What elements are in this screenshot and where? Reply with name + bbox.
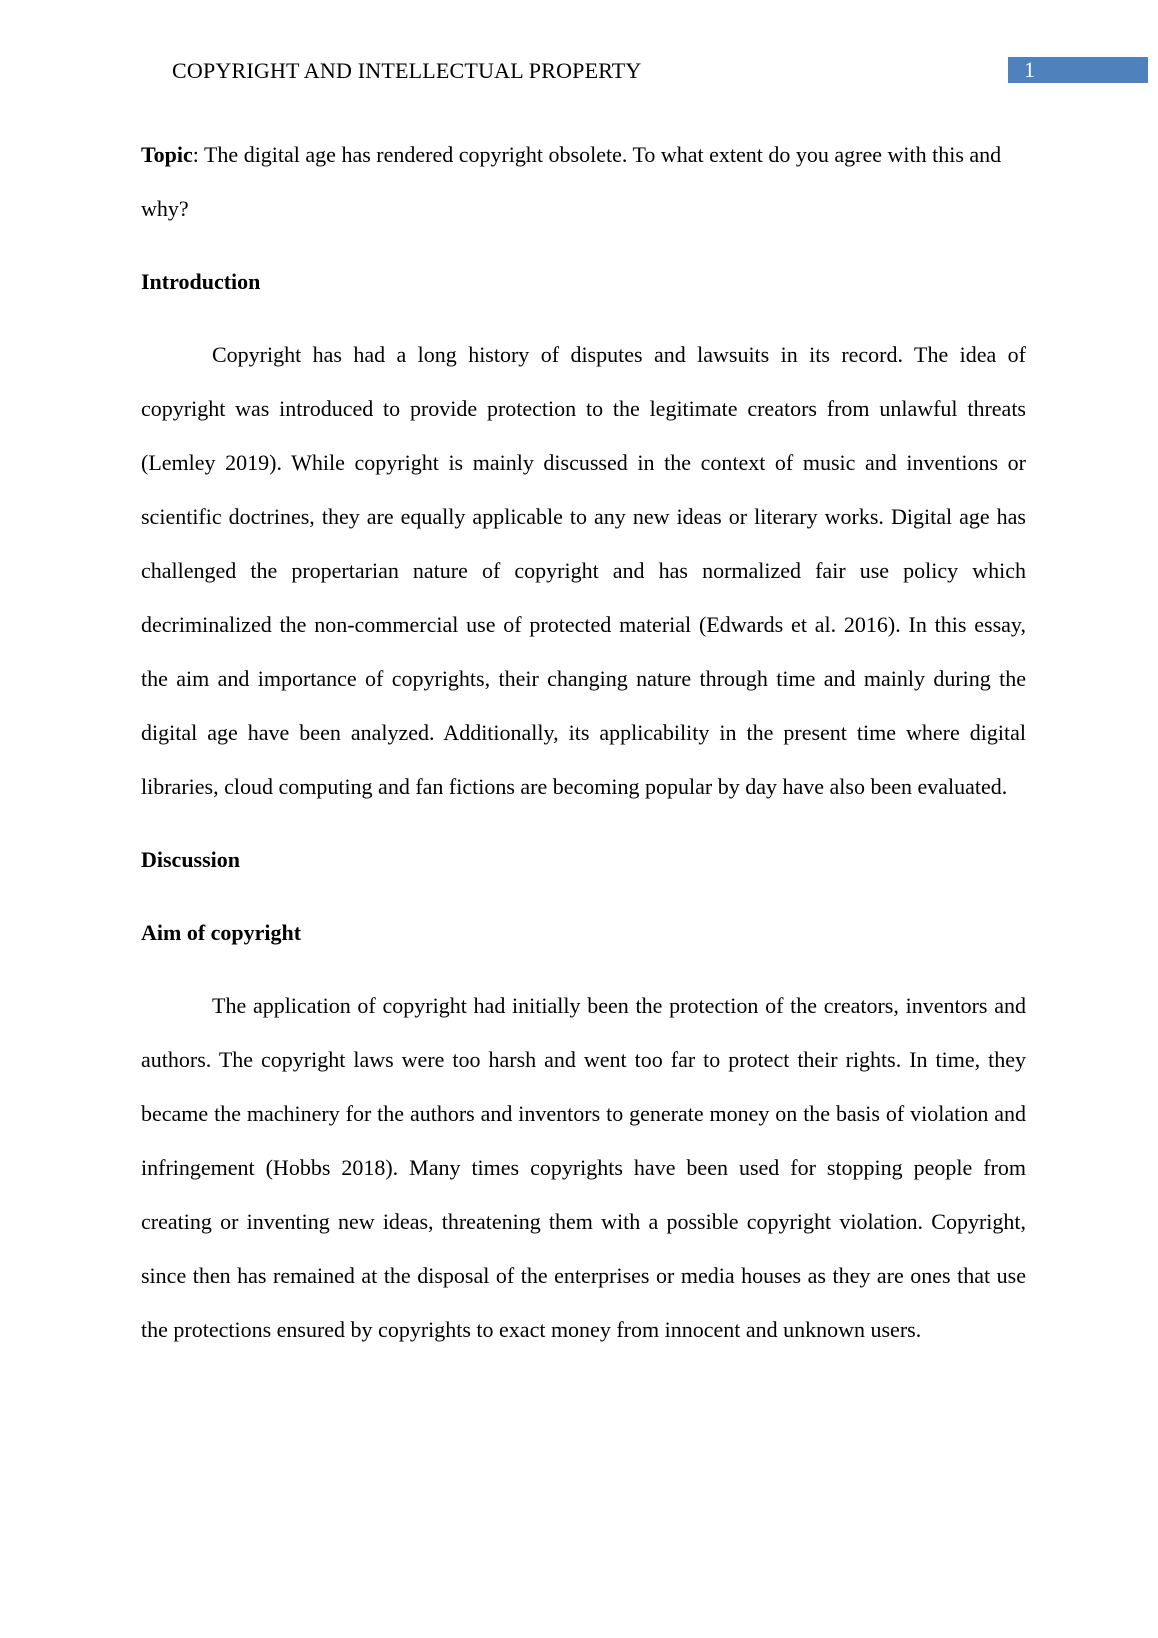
aim-paragraph: The application of copyright had initially been the protection of the creators, inventors and authors. The copyright laws were too harsh and went too far to protect their rights. In time, they became the machinery for the authors and inventors to generate money on the basis of violation and infringement (Hobbs 2018). Many times copyrights have been used for stopping people from creating or inventing new ideas, threatening them with a possible copyright violation. Copyright, since then has remained at the disposal of the enterprises or media houses as they are ones that use the protections ensured by copyrights to exact money from innocent and unknown users. xyxy=(141,993,1026,1342)
running-head: COPYRIGHT AND INTELLECTUAL PROPERTY xyxy=(172,58,642,83)
topic-text: : The digital age has rendered copyright obsolete. To what extent do you agree with this and why? xyxy=(141,142,1002,221)
document-body xyxy=(141,128,1026,1376)
topic-line xyxy=(141,128,1026,236)
page-number: 1 xyxy=(1008,57,1148,83)
aim-of-copyright-heading: Aim of copyright xyxy=(141,920,302,945)
introduction-paragraph: Copyright has had a long history of disputes and lawsuits in its record. The idea of copyright was introduced to provide protection to the legitimate creators from unlawful threats (Lemley 2019). While copyright is mainly discussed in the context of music and inventions or scientific doctrines, they are equally applicable to any new ideas or literary works. Digital age has challenged the propertarian nature of copyright and has normalized fair use policy which decriminalized the non-commercial use of protected material (Edwards et al. 2016). In this essay, the aim and importance of copyrights, their changing nature through time and mainly during the digital age have been analyzed. Additionally, its applicability in the present time where digital libraries, cloud computing and fan fictions are becoming popular by day have also been evaluated. xyxy=(141,342,1026,799)
topic-label: Topic xyxy=(141,142,193,167)
introduction-heading: Introduction xyxy=(141,269,261,294)
discussion-heading: Discussion xyxy=(141,847,241,872)
